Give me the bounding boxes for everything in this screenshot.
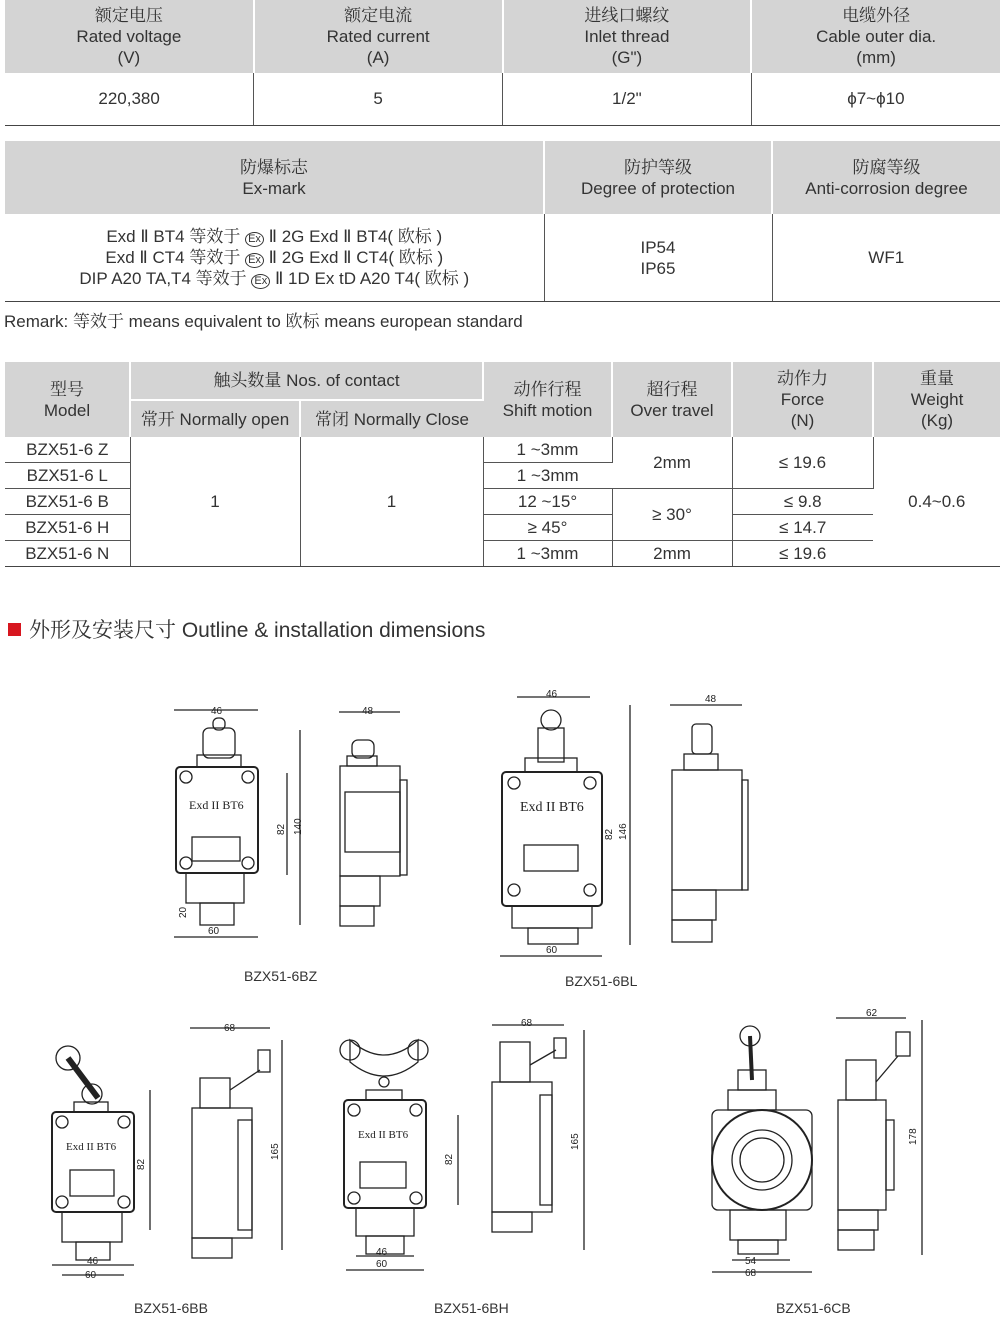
drawing-bb-side	[190, 1023, 282, 1258]
header-model: 型号 Model	[5, 362, 130, 437]
dim-label: 82	[136, 1158, 147, 1170]
header-contact: 触头数量 Nos. of contact	[130, 362, 483, 400]
dim-label: 62	[866, 1008, 878, 1019]
caption-bh: BZX51-6BH	[434, 1300, 509, 1316]
drawing-cb-side	[836, 1008, 922, 1255]
header-normally-open: 常开 Normally open	[130, 400, 300, 437]
ex-symbol-icon: Ex	[245, 253, 264, 268]
protection-table	[5, 141, 1000, 302]
dim-label: 20	[178, 906, 189, 918]
dim-label: 146	[618, 823, 629, 840]
header-ex-mark: 防爆标志 Ex-mark	[5, 141, 544, 214]
dim-label: 140	[293, 818, 304, 835]
over-travel-n: 2mm	[612, 541, 732, 567]
caption-bz: BZX51-6BZ	[244, 968, 318, 984]
dim-label: 60	[546, 945, 558, 956]
force-zl: ≤ 19.6	[732, 437, 873, 489]
drawing-bl-front	[500, 689, 630, 956]
table-row: BZX51-6 N 1 ~3mm 2mm ≤ 19.6	[5, 541, 1000, 567]
spec-table	[5, 0, 1000, 126]
plate-text: Exd II BT6	[358, 1129, 409, 1141]
dim-label: 60	[376, 1259, 388, 1270]
header-shift: 动作行程 Shift motion	[483, 362, 612, 437]
ex-mark-line: DIP A20 TA,T4 等效于 Ex Ⅱ 1D Ex tD A20 T4( 欧标 )	[79, 269, 470, 288]
header-degree-protection: 防护等级 Degree of protection	[544, 141, 772, 214]
close-value: 1	[300, 437, 483, 567]
ex-mark-line: Exd Ⅱ CT4 等效于 Ex Ⅱ 2G Exd Ⅱ CT4( 欧标 )	[105, 248, 444, 267]
wf-cell: WF1	[772, 214, 1000, 302]
header-force: 动作力 Force (N)	[732, 362, 873, 437]
open-value: 1	[130, 437, 300, 567]
plate-text: Exd II BT6	[189, 798, 244, 812]
model-table	[5, 362, 1000, 567]
drawing-bh-front	[340, 1040, 458, 1270]
table-row: BZX51-6 B 12 ~15° ≥ 30° ≤ 9.8	[5, 489, 1000, 515]
dim-label: 54	[745, 1256, 757, 1267]
dim-label: 46	[211, 706, 223, 717]
section-title: 外形及安装尺寸 Outline & installation dimensions	[8, 614, 485, 644]
value-inlet-thread: 1/2"	[503, 73, 752, 126]
dim-label: 60	[208, 926, 220, 937]
header-rated-current: 额定电流 Rated current (A)	[254, 0, 503, 73]
outline-drawings	[0, 650, 1000, 1323]
caption-bb: BZX51-6BB	[134, 1300, 208, 1316]
weight-value: 0.4~0.6	[873, 437, 1000, 567]
header-inlet-thread: 进线口螺纹 Inlet thread (G")	[503, 0, 752, 73]
plate-text: Exd II BT6	[66, 1141, 117, 1153]
drawing-bh-side	[492, 1018, 584, 1250]
table-row: BZX51-6 Z 1 1 1 ~3mm 2mm ≤ 19.6 0.4~0.6	[5, 437, 1000, 463]
dim-label: 60	[85, 1270, 97, 1281]
drawing-bb-front	[52, 1046, 150, 1281]
dim-label: 68	[745, 1268, 757, 1279]
header-over: 超行程 Over travel	[612, 362, 732, 437]
value-rated-current: 5	[254, 73, 503, 126]
dim-label: 46	[87, 1256, 99, 1267]
table-row: BZX51-6 H ≥ 45° ≤ 14.7	[5, 515, 1000, 541]
value-rated-voltage: 220,380	[5, 73, 254, 126]
dim-label: 165	[270, 1143, 281, 1160]
header-normally-close: 常闭 Normally Close	[300, 400, 483, 437]
ex-symbol-icon: Ex	[251, 274, 270, 289]
over-travel-bh: ≥ 30°	[612, 489, 732, 541]
remark-text: Remark: 等效于 means equivalent to 欧标 means european standard	[4, 312, 523, 331]
dim-label: 68	[224, 1023, 236, 1034]
red-square-icon	[8, 623, 21, 636]
header-cable-dia: 电缆外径 Cable outer dia. (mm)	[751, 0, 1000, 73]
header-weight: 重量 Weight (Kg)	[873, 362, 1000, 437]
drawing-bl-side	[670, 694, 748, 942]
ex-symbol-icon: Ex	[245, 232, 264, 247]
ex-mark-line: Exd Ⅱ BT4 等效于 Ex Ⅱ 2G Exd Ⅱ BT4( 欧标 )	[106, 227, 443, 246]
dim-label: 82	[444, 1153, 455, 1165]
dim-label: 68	[521, 1018, 533, 1029]
ex-mark-cell	[5, 214, 544, 302]
caption-bl: BZX51-6BL	[565, 973, 638, 989]
dim-label: 82	[604, 828, 615, 840]
drawing-bz-side	[339, 706, 407, 926]
dim-label: 46	[376, 1247, 388, 1258]
dim-label: 82	[276, 823, 287, 835]
drawing-cb-front	[712, 1026, 812, 1279]
plate-text: Exd II BT6	[520, 800, 584, 815]
dim-label: 48	[705, 694, 717, 705]
header-rated-voltage: 额定电压 Rated voltage (V)	[5, 0, 254, 73]
caption-cb: BZX51-6CB	[776, 1300, 851, 1316]
header-anti-corrosion: 防腐等级 Anti-corrosion degree	[772, 141, 1000, 214]
ip-cell: IP54 IP65	[544, 214, 772, 302]
dim-label: 178	[908, 1128, 919, 1145]
over-travel-zl: 2mm	[612, 437, 732, 489]
table-row: BZX51-6 L 1 ~3mm	[5, 463, 1000, 489]
dim-label: 48	[362, 706, 374, 717]
dim-label: 46	[546, 689, 558, 700]
value-cable-dia: ϕ7~ϕ10	[751, 73, 1000, 126]
drawing-bz-front	[174, 706, 304, 937]
dim-label: 165	[570, 1133, 581, 1150]
